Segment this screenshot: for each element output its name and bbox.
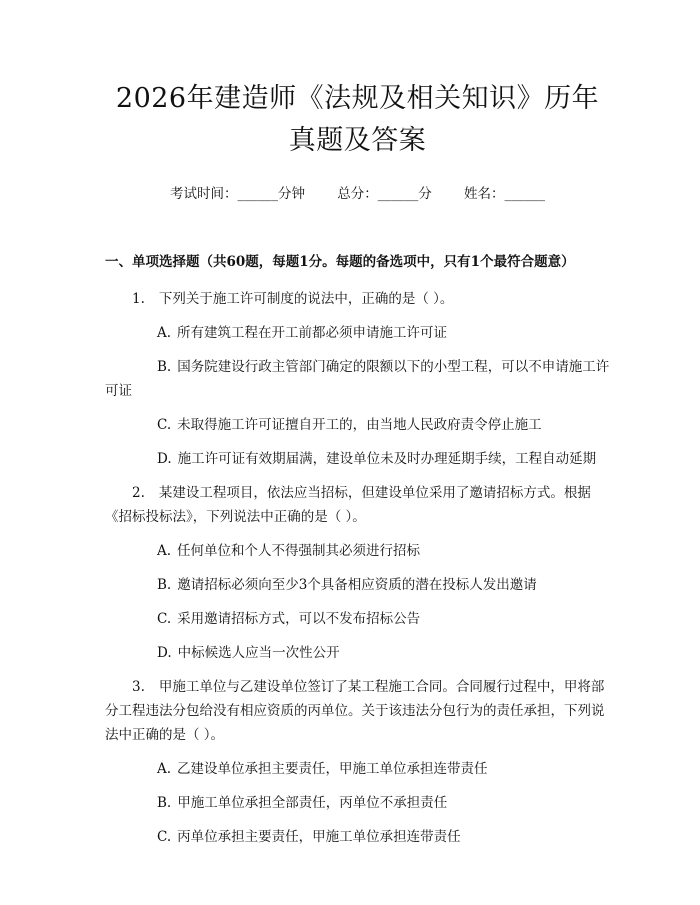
question-stem <box>105 481 610 529</box>
option-a <box>105 539 610 563</box>
document-title: 2026年建造师《法规及相关知识》历年真题及答案 <box>115 83 600 156</box>
option-text: 采用邀请招标方式，可以不发布招标公告 <box>177 611 421 627</box>
option-letter: A. <box>157 325 172 341</box>
option-a <box>105 321 610 345</box>
option-letter: D. <box>157 645 172 661</box>
option-letter: B. <box>157 795 172 811</box>
question-number: 3. <box>132 679 145 695</box>
option-text: 国务院建设行政主管部门确定的限额以下的小型工程，可以不申请施工许可证 <box>105 359 610 399</box>
option-letter: B. <box>157 577 172 593</box>
option-c <box>105 825 610 849</box>
question-text: 下列关于施工许可制度的说法中，正确的是（ ）。 <box>158 291 454 307</box>
option-d <box>105 447 610 471</box>
option-text: 中标候选人应当一次性公开 <box>177 645 340 661</box>
question-stem <box>105 675 610 747</box>
option-text: 邀请招标必须向至少3个具备相应资质的潜在投标人发出邀请 <box>177 577 537 593</box>
option-b <box>105 791 610 815</box>
question-number: 1. <box>132 291 145 307</box>
option-letter: A. <box>157 543 172 559</box>
option-text: 甲施工单位承担全部责任，丙单位不承担责任 <box>177 795 448 811</box>
exam-info <box>105 182 610 202</box>
question-stem <box>105 287 610 311</box>
option-letter: C. <box>157 611 172 627</box>
option-text: 所有建筑工程在开工前都必须申请施工许可证 <box>177 325 448 341</box>
option-letter: D. <box>157 451 172 467</box>
option-text: 未取得施工许可证擅自开工的，由当地人民政府责令停止施工 <box>177 417 542 433</box>
question-number: 2. <box>132 485 145 501</box>
option-d <box>105 641 610 665</box>
question-text: 甲施工单位与乙建设单位签订了某工程施工合同。合同履行过程中，甲将部分工程违法分包给没有相应资质的丙单位。关于该违法分包行为的责任承担，下列说法中正确的是（ ）。 <box>105 679 605 743</box>
option-b <box>105 355 610 403</box>
question-2 <box>105 481 610 665</box>
exam-score-field: 总分：______分 <box>337 186 432 202</box>
option-text: 丙单位承担主要责任，甲施工单位承担连带责任 <box>177 829 461 845</box>
option-text: 任何单位和个人不得强制其必须进行招标 <box>177 543 421 559</box>
option-letter: A. <box>157 761 172 777</box>
option-b <box>105 573 610 597</box>
option-letter: C. <box>157 829 172 845</box>
section-heading: 一、单项选择题（共60题，每题1分。每题的备选项中，只有1个最符合题意） <box>105 254 575 270</box>
exam-time-field: 考试时间：______分钟 <box>169 186 305 202</box>
option-letter: B. <box>157 359 172 375</box>
option-a <box>105 757 610 781</box>
question-3 <box>105 675 610 849</box>
question-text: 某建设工程项目，依法应当招标，但建设单位采用了邀请招标方式。根据《招标投标法》，下列说法中正确的是（ ）。 <box>105 485 591 525</box>
exam-name-field: 姓名：______ <box>464 186 546 202</box>
option-text: 施工许可证有效期届满，建设单位未及时办理延期手续，工程自动延期 <box>177 451 597 467</box>
question-1 <box>105 287 610 471</box>
option-text: 乙建设单位承担主要责任，甲施工单位承担连带责任 <box>177 761 488 777</box>
option-c <box>105 607 610 631</box>
option-c <box>105 413 610 437</box>
option-letter: C. <box>157 417 172 433</box>
